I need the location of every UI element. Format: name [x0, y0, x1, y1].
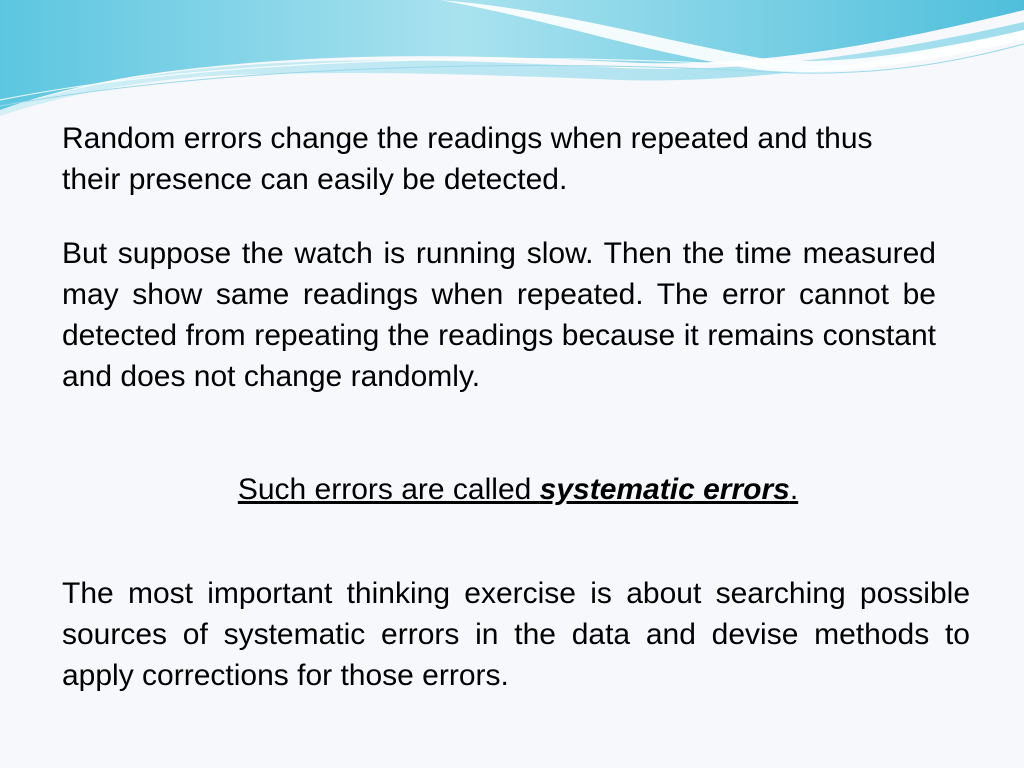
statement-prefix: Such errors are called [237, 473, 540, 506]
systematic-errors-term: systematic errors [539, 473, 790, 506]
paragraph-slow-watch: But suppose the watch is running slow. Then the time measured may show same readings when repeated. The error cannot be detected from repeating the readings because it remains constant and does not change randomly. [62, 237, 936, 393]
paragraph-thinking-exercise: The most important thinking exercise is about searching possible sources of systematic errors in the data and devise methods to apply corrections for those errors. [62, 577, 970, 692]
paragraph-random-errors: Random errors change the readings when repeated and thus their presence can easily be detected. [62, 122, 873, 196]
systematic-errors-statement [0, 469, 1024, 510]
statement-suffix: . [789, 473, 799, 506]
header-wave-decoration [0, 0, 1024, 120]
